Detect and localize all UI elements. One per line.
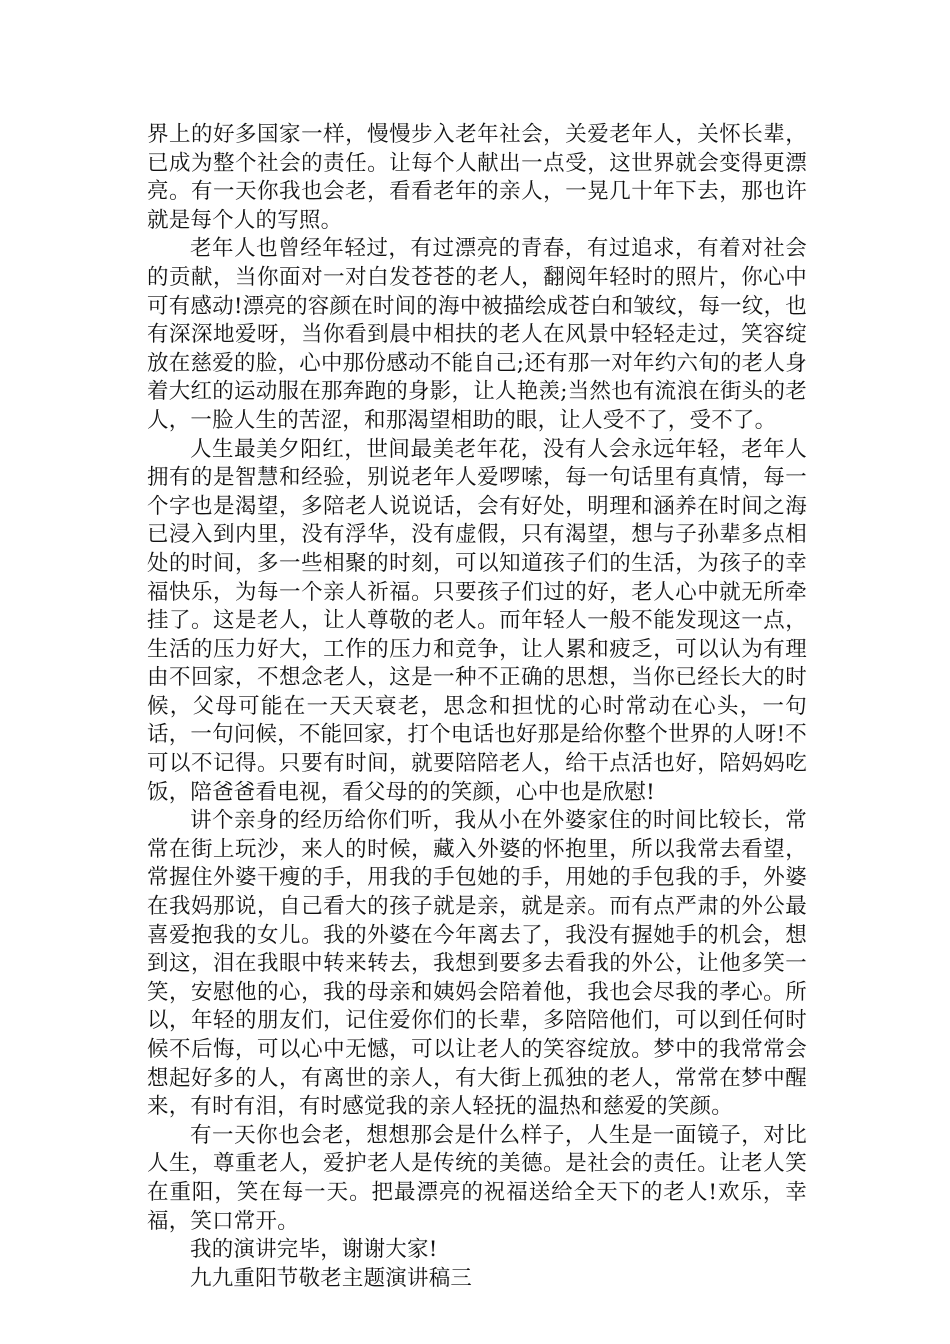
paragraph: 讲个亲身的经历给你们听，我从小在外婆家住的时间比较长，常常在街上玩沙，来人的时候，藏入外婆的怀抱里，所以我常去看望，常握住外婆干瘦的手，用我的手包她的手，用她的手包我的手，外婆在我妈那说，自己看大的孩子就是亲，就是亲。而有点严肃的外公最喜爱抱我的女儿。我的外婆在今年离去了，我没有握她手的机会，想到这，泪在我眼中转来转去，我想到要多去看我的外公，让他多笑一笑，安慰他的心，我的母亲和姨妈会陪着他，我也会尽我的孝心。所以，年轻的朋友们，记住爱你们的长辈，多陪陪他们，可以到任何时候不后悔，可以心中无憾，可以让老人的笑容绽放。梦中的我常常会想起好多的人，有离世的亲人，有大街上孤独的老人，常常在梦中醒来，有时有泪，有时感觉我的亲人轻抚的温热和慈爱的笑颜。 <box>147 808 807 1120</box>
closing-line: 我的演讲完毕，谢谢大家! <box>190 1237 438 1263</box>
paragraph: 人生最美夕阳红，世间最美老年花，没有人会永远年轻，老年人拥有的是智慧和经验，别说老年人爱啰嗦，每一句话里有真情，每一个字也是渴望，多陪老人说说话，会有好处，明理和涵养在时间之海已浸入到内里，没有浮华，没有虚假，只有渴望，想与子孙辈多点相处的时间，多一些相聚的时刻，可以知道孩子们的生活，为孩子的幸福快乐，为每一个亲人祈福。只要孩子们过的好，老人心中就无所牵挂了。这是老人，让人尊敬的老人。而年轻人一般不能发现这一点，生活的压力好大，工作的压力和竞争，让人累和疲乏，可以认为有理由不回家，不想念老人，这是一种不正确的思想，当你已经长大的时候，父母可能在一天天衰老，思念和担忧的心时常动在心头，一句话，一句问候，不能回家，打个电话也好那是给你整个世界的人呀!不可以不记得。只要有时间，就要陪陪老人，给干点活也好，陪妈妈吃饭，陪爸爸看电视，看父母的的笑颜，心中也是欣慰! <box>147 436 807 805</box>
paragraph-continuation: 界上的好多国家一样，慢慢步入老年社会，关爱老年人，关怀长辈，已成为整个社会的责任。让每个人献出一点受，这世界就会变得更漂亮。有一天你我也会老，看看老年的亲人，一晃几十年下去，那也许就是每个人的写照。 <box>147 122 807 233</box>
paragraph: 老年人也曾经年轻过，有过漂亮的青春，有过追求，有着对社会的贡献，当你面对一对白发苍苍的老人，翻阅年轻时的照片，你心中可有感动!漂亮的容颜在时间的海中被描绘成苍白和皱纹，每一纹，也有深深地爱呀，当你看到晨中相扶的老人在风景中轻轻走过，笑容绽放在慈爱的脸，心中那份感动不能自己;还有那一对年约六旬的老人身着大红的运动服在那奔跑的身影，让人艳羡;当然也有流浪在街头的老人，一脸人生的苦涩，和那渴望相助的眼，让人受不了，受不了。 <box>147 236 807 433</box>
document-body <box>147 121 807 1293</box>
next-section-title: 九九重阳节敬老主题演讲稿三 <box>190 1265 473 1291</box>
paragraph: 有一天你也会老，想想那会是什么样子，人生是一面镜子，对比人生，尊重老人，爱护老人是传统的美德。是社会的责任。让老人笑在重阳，笑在每一天。把最漂亮的祝福送给全天下的老人!欢乐，幸福，笑口常开。 <box>147 1122 807 1234</box>
